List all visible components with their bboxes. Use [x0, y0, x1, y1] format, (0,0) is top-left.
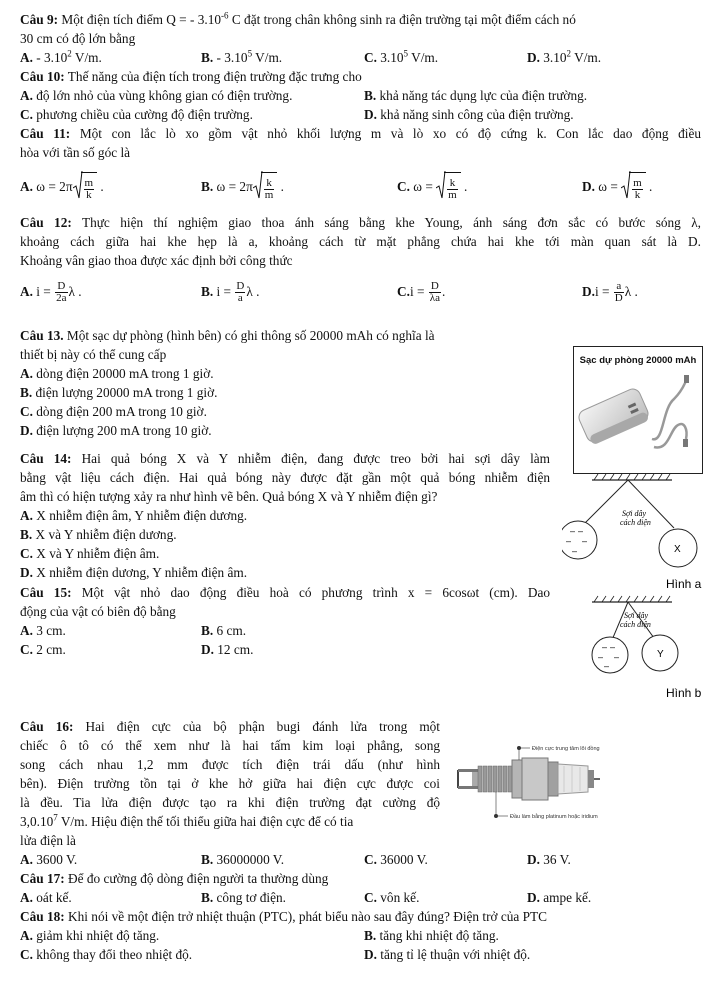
q15-option-c: C. 2 cm. [20, 642, 66, 657]
q14-option-b: B. X và Y nhiễm điện dương. [20, 527, 177, 542]
q12-option-c: C.i = $\frac{D}{\lambda a}$ . [397, 280, 446, 305]
q16-option-d: D. 36 V. [527, 852, 571, 867]
caption-hinh-b: Hình b [666, 686, 702, 700]
q16-option-b: B. 36000000 V. [201, 852, 285, 867]
q16-stem-7: lửa điện là [20, 833, 76, 848]
q9-option-b: B. - 3.10$^5$ V/m. [201, 48, 283, 65]
q18-option-c: C. không thay đổi theo nhiệt độ. [20, 947, 193, 962]
q10-number: Câu 10: [20, 69, 65, 84]
q12-option-a: A. i = $\frac{D}{2a}$ λ . [20, 280, 82, 305]
q11-option-a: A. ω = 2π $\frac{m}{k}$ . [20, 172, 104, 204]
string-label-a2: cách điện [620, 518, 651, 527]
q18-option-d: D. tăng tỉ lệ thuận với nhiệt độ. [364, 947, 531, 962]
q9-number: Câu 9: [20, 12, 59, 27]
q16-stem-3: song cách nhau 1,2 mm được tích điện trái dấu (như hình [20, 757, 440, 772]
minus-sign: – [614, 652, 620, 662]
minus-sign: – [598, 652, 604, 662]
string-label-a1: Sợi dây [622, 509, 647, 518]
q15-option-b: B. 6 cm. [201, 623, 247, 638]
q13-stem-2: thiết bị này có thể cung cấp [20, 347, 167, 362]
q9-option-d: D. 3.10$^2$ V/m. [527, 48, 602, 65]
q12-option-b: B. i = $\frac{D}{a}$ λ . [201, 280, 260, 305]
minus-sign: – [610, 642, 616, 652]
q18-stem: Câu 18: Khi nói về một điện trở nhiệt thuận (PTC), phát biểu nào sau đây đúng? Điện trở của PTC [20, 909, 548, 924]
q17-option-d: D. ampe kế. [527, 890, 592, 905]
q17-option-a: A. oát kế. [20, 890, 72, 905]
q10-option-a: A. độ lớn nhỏ của vùng không gian có điện trường. [20, 88, 293, 103]
charged-balls-figure [562, 470, 712, 700]
q9-text-2: C đặt trong chân không sinh ra điện trường tại một điểm cách nó [228, 12, 576, 27]
q10-option-d: D. khả năng sinh công của điện trường. [364, 107, 574, 122]
spark-plug-label-top: Điện cực trung tâm lõi đồng [532, 746, 600, 752]
q9-exponent: -6 [221, 10, 229, 21]
q9-text-1: Một điện tích điểm Q = - 3.10 [61, 12, 222, 27]
q15-stem-2: động của vật có biên độ bằng [20, 604, 176, 619]
q18-option-a: A. giảm khi nhiệt độ tăng. [20, 928, 160, 943]
q14-option-d: D. X nhiễm điện dương, Y nhiễm điện âm. [20, 565, 248, 580]
q12-number: Câu 12: [20, 215, 72, 230]
q11-stem: Câu 11: Một con lắc lò xo gồm vật nhỏ khối lượng m và lò xo có độ cứng k. Con lắc dao động điều [20, 126, 701, 141]
q16-number: Câu 16: [20, 719, 74, 734]
minus-sign: – [582, 536, 588, 546]
q18-option-b: B. tăng khi nhiệt độ tăng. [364, 928, 499, 943]
q14-stem-3: âm thì có hiện tượng xảy ra như hình vẽ bên. Quả bóng X và Y nhiễm điện gì? [20, 489, 438, 504]
q10-option-c: C. phương chiều của cường độ điện trường. [20, 107, 253, 122]
q10-option-b: B. khả năng tác dụng lực của điện trường. [364, 88, 588, 103]
minus-sign: – [570, 526, 576, 536]
q14-option-a: A. X nhiễm điện âm, Y nhiễm điện dương. [20, 508, 248, 523]
q15-stem: Câu 15: Một vật nhỏ dao động điều hoà có phương trình x = 6cosωt (cm). Dao [20, 585, 551, 600]
q12-stem-3: Khoảng vân giao thoa được xác định bởi công thức [20, 253, 293, 268]
powerbank-figure [573, 346, 703, 474]
minus-sign: – [604, 661, 610, 671]
q13-option-b: B. điện lượng 20000 mA trong 1 giờ. [20, 385, 218, 400]
minus-sign: – [572, 546, 578, 556]
q11-number: Câu 11: [20, 126, 71, 141]
ball-x-label: X [674, 544, 681, 555]
ball-y-label: Y [657, 649, 664, 660]
q16-option-c: C. 36000 V. [364, 852, 428, 867]
minus-sign: – [602, 642, 608, 652]
q11-option-b: B. ω = 2π $\frac{k}{m}$ . [201, 172, 284, 204]
string-label-b1: Sợi dây [624, 611, 649, 620]
powerbank-title: Sạc dự phòng 20000 mAh [579, 355, 697, 366]
q13-option-c: C. dòng điện 200 mA trong 10 giờ. [20, 404, 207, 419]
q16-stem-1: Câu 16: Hai điện cực của bộ phận bugi đánh lửa trong một [20, 719, 441, 734]
q16-stem-5: là đều. Tia lửa điện được tạo ra khi điện trường đạt cường độ [20, 795, 440, 810]
q11-option-c: C. ω = $\frac{k}{m}$ . [397, 172, 467, 204]
q16-stem-2: chiếc ô tô có thể xem như là hai tấm kim loại phẳng, song [20, 738, 440, 753]
powerbank-image [574, 369, 702, 473]
q9-option-a: A. - 3.10$^2$ V/m. [20, 48, 102, 65]
q14-stem: Câu 14: Hai quả bóng X và Y nhiễm điện, đang được treo bởi hai sợi dây làm [20, 451, 551, 466]
q9-option-c: C. 3.10$^5$ V/m. [364, 48, 439, 65]
spark-plug-label-bottom: Đầu làm bằng platinum hoặc iridium [510, 814, 598, 820]
q13-option-d: D. điện lượng 200 mA trong 10 giờ. [20, 423, 212, 438]
q17-option-b: B. công tơ điện. [201, 890, 286, 905]
q12-stem-2: khoảng cách giữa hai khe hẹp là a, khoảng cách từ mặt phẳng chứa hai khe tới màn quan sát là D. [20, 234, 701, 249]
q9-stem-2: 30 cm có độ lớn bằng [20, 31, 136, 46]
q15-option-a: A. 3 cm. [20, 623, 66, 638]
q9-stem [20, 12, 576, 28]
q17-stem: Câu 17: Để đo cường độ dòng điện người ta thường dùng [20, 871, 329, 886]
q10-stem: Câu 10: Thế năng của điện tích trong điện trường đặc trưng cho [20, 69, 362, 84]
q11-option-d: D. ω = $\frac{m}{k}$ . [582, 172, 652, 204]
q13-number: Câu 13. [20, 328, 64, 343]
minus-sign: – [578, 526, 584, 536]
q15-option-d: D. 12 cm. [201, 642, 254, 657]
q12-option-d: D.i = $\frac{a}{D}$ λ . [582, 280, 638, 305]
q16-stem-6: 3,0.10$^7$ V/m. Hiệu điện thế tối thiểu giữa hai điện cực để có tia [20, 812, 354, 829]
q13-stem: Câu 13. Một sạc dự phòng (hình bên) có ghi thông số 20000 mAh có nghĩa là [20, 328, 435, 343]
minus-sign: – [566, 536, 572, 546]
q17-number: Câu 17: [20, 871, 65, 886]
q13-option-a: A. dòng điện 20000 mA trong 1 giờ. [20, 366, 214, 381]
q16-stem-4: bên). Điện trường tồn tại ở khe hở giữa hai điện cực được coi [20, 776, 440, 791]
spark-plug-figure [448, 730, 708, 830]
string-label-b2: cách điện [620, 620, 651, 629]
q12-stem: Câu 12: Thực hiện thí nghiệm giao thoa ánh sáng bằng khe Young, ánh sáng đơn sắc có bước sóng λ, [20, 215, 701, 230]
q11-stem-2: hòa với tần số góc là [20, 145, 131, 160]
q18-number: Câu 18: [20, 909, 65, 924]
q17-option-c: C. vôn kế. [364, 890, 420, 905]
q14-option-c: C. X và Y nhiễm điện âm. [20, 546, 160, 561]
q16-option-a: A. 3600 V. [20, 852, 78, 867]
q14-stem-2: bằng vật liệu cách điện. Hai quả bóng này được đặt gần một quả bóng nhiễm điện [20, 470, 550, 485]
q15-number: Câu 15: [20, 585, 72, 600]
caption-hinh-a: Hình a [666, 577, 702, 591]
q14-number: Câu 14: [20, 451, 72, 466]
